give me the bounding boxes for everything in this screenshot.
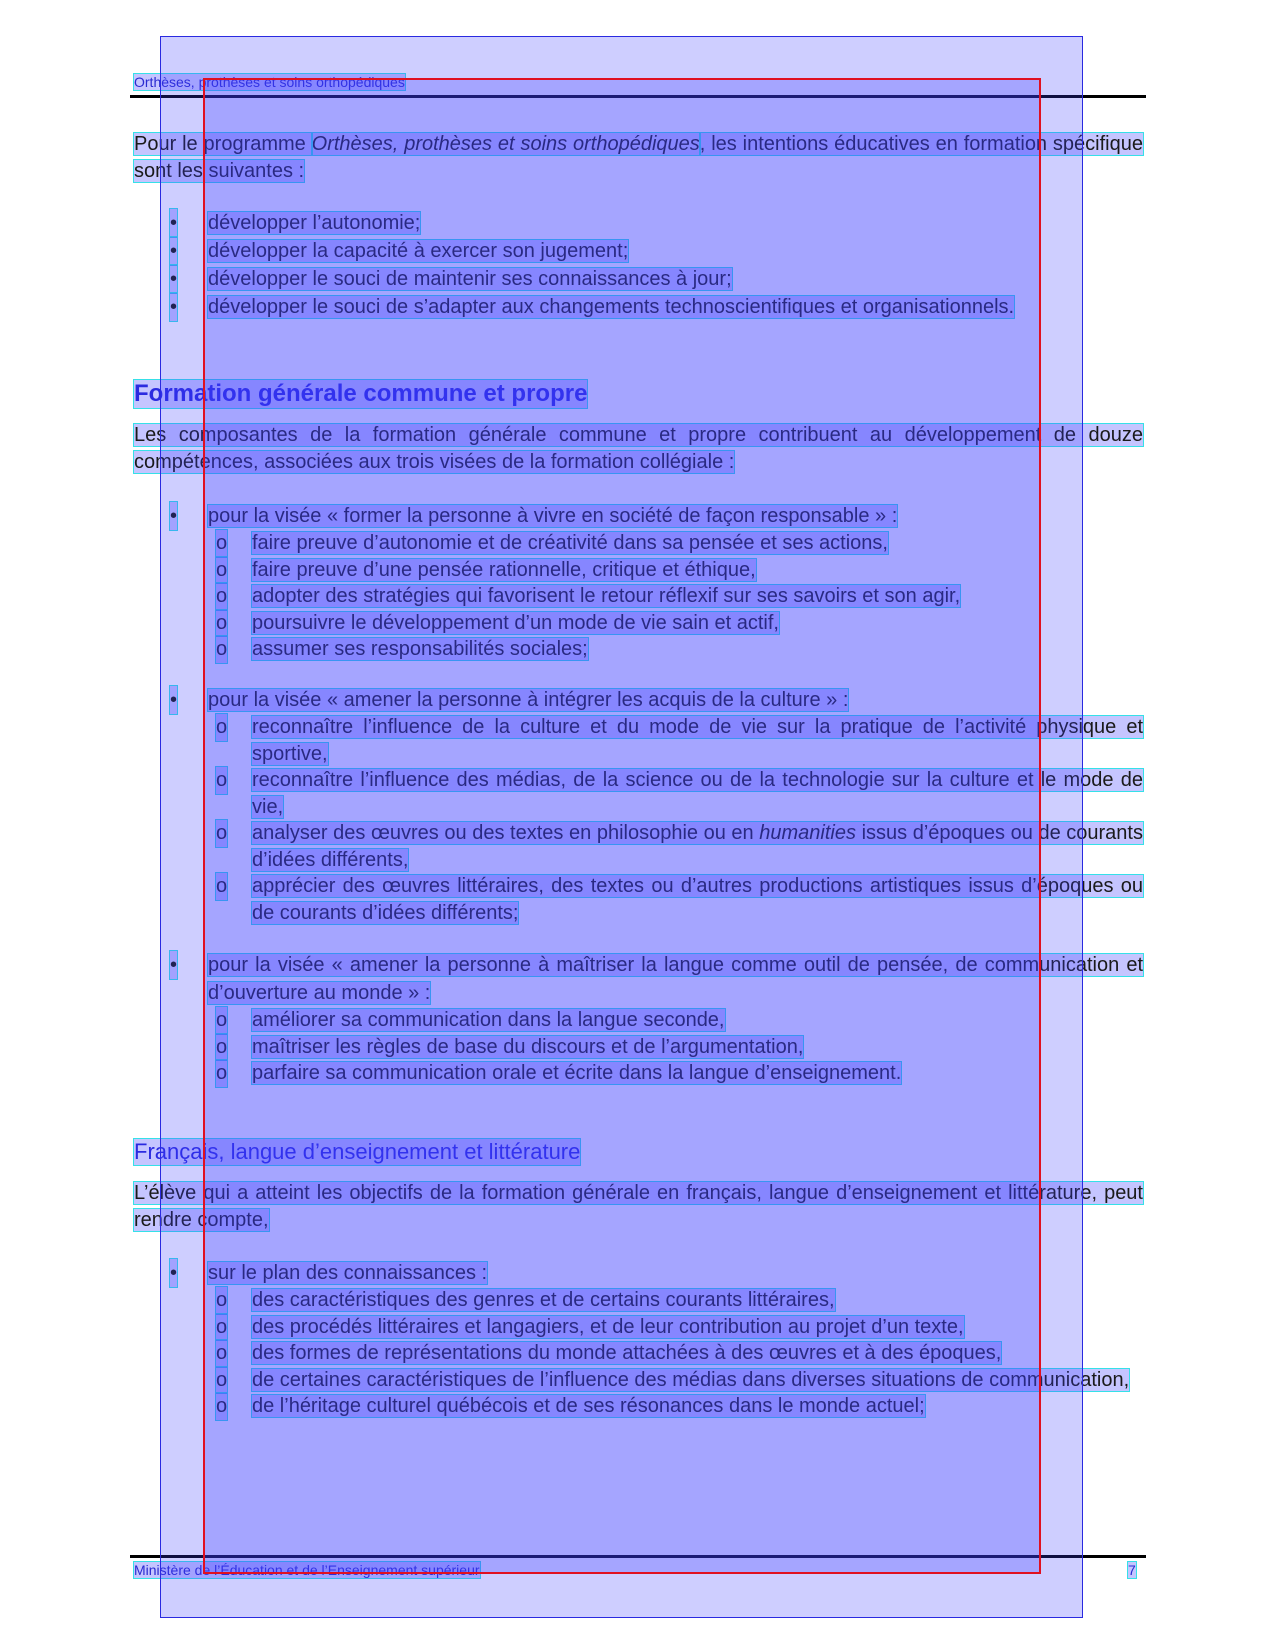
sub-item-text: maîtriser les règles de base du discours et de l’argumentation, (252, 1035, 804, 1058)
intention-text: développer le souci de s’adapter aux changements technoscientifiques et organisationnels. (208, 296, 1015, 318)
sub-item-text: apprécier des œuvres littéraires, des textes ou d’autres productions artistiques issus d’époques ou de courants d’idées différents; (252, 875, 1143, 924)
sub-marker: o (216, 873, 227, 900)
sub-item-text: parfaire sa communication orale et écrite dans la langue d’enseignement. (252, 1062, 902, 1084)
italic-term: humanities (759, 822, 856, 844)
sub-marker: o (216, 1340, 227, 1367)
sub-item-text: faire preuve d’une pensée rationnelle, critique et éthique, (252, 558, 756, 581)
bullet-marker: • (170, 502, 177, 530)
running-header: Orthèses, prothèses et soins orthopédiques (134, 74, 405, 90)
bullet-marker: • (170, 951, 177, 979)
sub-item-text: de l’héritage culturel québécois et de ses résonances dans le monde actuel; (252, 1395, 925, 1417)
intention-text: développer la capacité à exercer son jugement; (208, 240, 629, 262)
sub-item-text: poursuivre le développement d’un mode de vie sain et actif, (252, 611, 779, 634)
sub-item-text: analyser des œuvres ou des textes en philosophie ou en humanities issus d’époques ou de courants d’idées différents, (252, 822, 1143, 871)
sub-marker: o (216, 820, 227, 847)
intention-text: développer l’autonomie; (208, 212, 421, 234)
intro-text-before: Pour le programme (134, 133, 312, 155)
bullet-marker: • (170, 293, 177, 321)
bullet-marker: • (170, 1259, 177, 1287)
sub-marker: o (216, 530, 227, 557)
program-name: Orthèses, prothèses et soins orthopédiques (311, 133, 700, 155)
sub-marker: o (216, 1007, 227, 1034)
sub-item-text: de certaines caractéristiques de l’influence des médias dans diverses situations de communication, (252, 1368, 1130, 1391)
subsection-heading: Français, langue d’enseignement et littérature (134, 1139, 581, 1164)
bullet-marker: • (170, 265, 177, 293)
sub-marker: o (216, 557, 227, 584)
bullet-marker: • (170, 686, 177, 714)
visee-label: pour la visée « amener la personne à maîtriser la langue comme outil de pensée, de communication et d’ouverture au monde » : (208, 954, 1143, 1004)
sub-marker: o (216, 1393, 227, 1420)
sub-item-text: reconnaître l’influence des médias, de la science ou de la technologie sur la culture et le mode de vie, (252, 769, 1143, 818)
sub-marker: o (216, 583, 227, 610)
sub-marker: o (216, 1314, 227, 1341)
intro-text-after: , les intentions éducatives en formation spécifique sont les suivantes : (134, 133, 1143, 182)
sub-marker: o (216, 1034, 227, 1061)
bullet-marker: • (170, 237, 177, 265)
intention-text: développer le souci de maintenir ses connaissances à jour; (208, 268, 732, 290)
section2-intro-text: L’élève qui a atteint les objectifs de la formation générale en français, langue d’enseignement et littérature, peut rendre compte, (134, 1182, 1143, 1231)
sub-marker: o (216, 636, 227, 663)
visee-label: pour la visée « amener la personne à intégrer les acquis de la culture » : (208, 689, 849, 711)
sub-item-text: des procédés littéraires et langagiers, et de leur contribution au projet d’un texte, (252, 1315, 964, 1338)
page-number: 7 (1128, 1562, 1136, 1578)
region-overlay-inner (203, 78, 1041, 1574)
sub-item-text: des caractéristiques des genres et de certains courants littéraires, (252, 1289, 835, 1311)
section-heading: Formation générale commune et propre (134, 380, 588, 407)
visee-label: pour la visée « former la personne à vivre en société de façon responsable » : (208, 505, 898, 527)
sub-item-text: adopter des stratégies qui favorisent le retour réflexif sur ses savoirs et son agir, (252, 585, 961, 607)
sub-item-text: assumer ses responsabilités sociales; (252, 638, 588, 660)
running-footer: Ministère de l’Éducation et de l’Enseignement supérieur (134, 1562, 480, 1578)
sub-marker: o (216, 1367, 227, 1394)
sub-marker: o (216, 1287, 227, 1314)
sub-marker: o (216, 610, 227, 637)
group-label: sur le plan des connaissances : (208, 1262, 488, 1284)
sub-item-text: reconnaître l’influence de la culture et du mode de vie sur la pratique de l’activité physique et sportive, (252, 716, 1143, 765)
bullet-marker: • (170, 209, 177, 237)
sub-marker: o (216, 714, 227, 741)
sub-marker: o (216, 767, 227, 794)
sub-item-text: des formes de représentations du monde attachées à des œuvres et à des époques, (252, 1342, 1002, 1364)
sub-item-text: améliorer sa communication dans la langue seconde, (252, 1009, 725, 1031)
sub-marker: o (216, 1060, 227, 1087)
sub-item-text: faire preuve d’autonomie et de créativité dans sa pensée et ses actions, (252, 532, 888, 554)
section1-intro-text: Les composantes de la formation générale commune et propre contribuent au développement de douze compétences, associées aux trois visées de la formation collégiale : (134, 424, 1143, 473)
